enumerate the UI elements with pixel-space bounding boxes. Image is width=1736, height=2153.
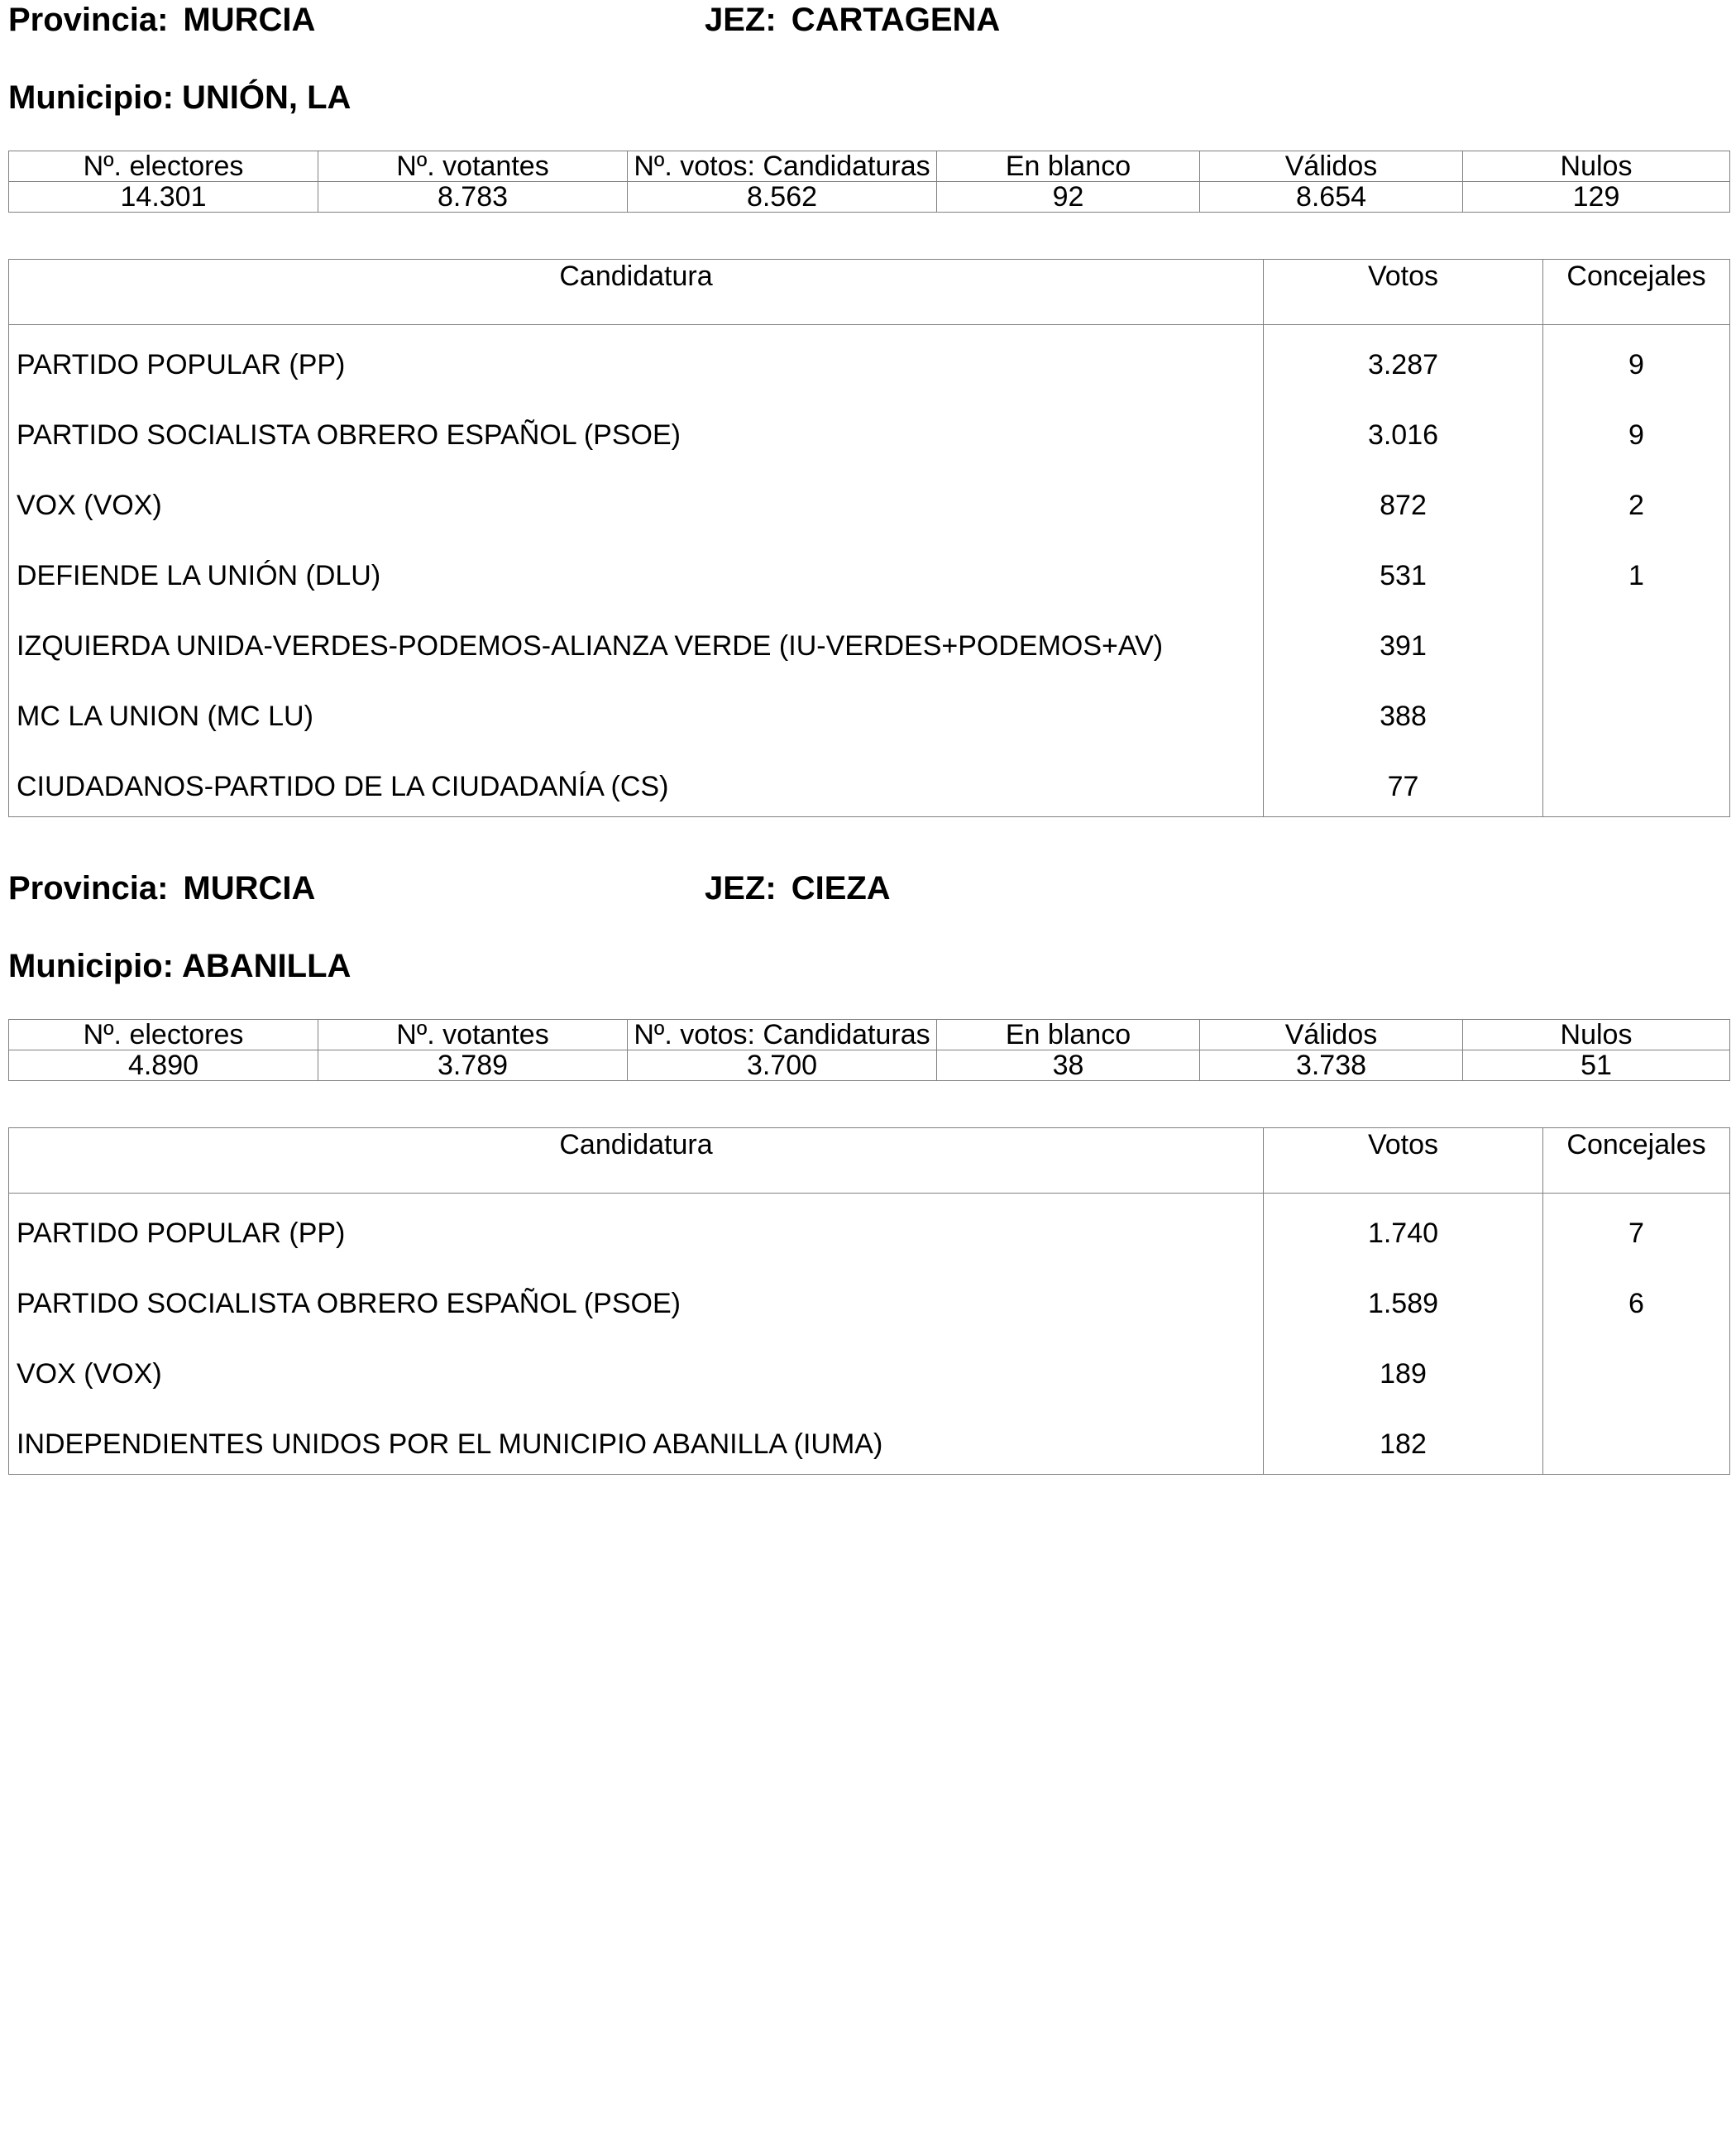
candidate-name: PARTIDO SOCIALISTA OBRERO ESPAÑOL (PSOE)	[9, 1264, 1264, 1334]
candidate-concejales: 7	[1543, 1194, 1730, 1264]
candidate-votos: 189	[1264, 1334, 1543, 1404]
table-row	[9, 1194, 1730, 1264]
candidate-concejales	[1543, 747, 1730, 817]
candidate-name: INDEPENDIENTES UNIDOS POR EL MUNICIPIO ABANILLA (IUMA)	[9, 1404, 1264, 1475]
provincia-heading: Provincia: MURCIA	[8, 870, 316, 907]
summary-value-row	[9, 1050, 1730, 1081]
table-row	[9, 325, 1730, 395]
summary-value: 14.301	[9, 182, 318, 213]
candidate-name: PARTIDO SOCIALISTA OBRERO ESPAÑOL (PSOE)	[9, 395, 1264, 466]
summary-header: Nulos	[1463, 151, 1730, 182]
candidate-votos: 182	[1264, 1404, 1543, 1475]
candidate-votos: 3.287	[1264, 325, 1543, 395]
candidate-votos: 872	[1264, 466, 1543, 536]
votos-header: Votos	[1264, 260, 1543, 325]
table-row	[9, 1264, 1730, 1334]
summary-header: Nº. votantes	[318, 151, 628, 182]
summary-header: Nº. electores	[9, 151, 318, 182]
candidate-name: PARTIDO POPULAR (PP)	[9, 325, 1264, 395]
summary-header: En blanco	[937, 1020, 1200, 1050]
candidate-concejales	[1543, 606, 1730, 677]
candidates-header-row	[9, 1128, 1730, 1194]
concejales-header: Concejales	[1543, 260, 1730, 325]
table-row	[9, 677, 1730, 747]
candidate-name: CIUDADANOS-PARTIDO DE LA CIUDADANÍA (CS)	[9, 747, 1264, 817]
candidates-table	[8, 1127, 1730, 1475]
candidate-name: IZQUIERDA UNIDA-VERDES-PODEMOS-ALIANZA VERDE (IU-VERDES+PODEMOS+AV)	[9, 606, 1264, 677]
candidate-concejales: 6	[1543, 1264, 1730, 1334]
summary-value-row	[9, 182, 1730, 213]
jez-heading: JEZ: CARTAGENA	[705, 2, 1001, 38]
candidate-name: VOX (VOX)	[9, 1334, 1264, 1404]
provincia-heading: Provincia: MURCIA	[8, 2, 316, 38]
candidate-concejales: 9	[1543, 325, 1730, 395]
summary-value: 3.789	[318, 1050, 628, 1081]
candidate-concejales	[1543, 677, 1730, 747]
candidates-header-row	[9, 260, 1730, 325]
candidate-concejales	[1543, 1404, 1730, 1475]
candidate-name: VOX (VOX)	[9, 466, 1264, 536]
table-row	[9, 1404, 1730, 1475]
candidate-votos: 391	[1264, 606, 1543, 677]
summary-header: Nulos	[1463, 1020, 1730, 1050]
candidates-table	[8, 259, 1730, 817]
summary-header-row	[9, 1020, 1730, 1050]
candidate-concejales: 1	[1543, 536, 1730, 606]
jez-heading: JEZ: CIEZA	[705, 870, 891, 907]
summary-header: Nº. votos: Candidaturas	[628, 151, 937, 182]
table-row	[9, 466, 1730, 536]
candidate-name: DEFIENDE LA UNIÓN (DLU)	[9, 536, 1264, 606]
summary-header: Válidos	[1200, 151, 1463, 182]
candidate-votos: 3.016	[1264, 395, 1543, 466]
candidate-votos: 388	[1264, 677, 1543, 747]
summary-value: 3.738	[1200, 1050, 1463, 1081]
municipio-heading: Municipio: UNIÓN, LA	[8, 79, 352, 116]
candidate-concejales	[1543, 1334, 1730, 1404]
summary-value: 4.890	[9, 1050, 318, 1081]
summary-header: Nº. votantes	[318, 1020, 628, 1050]
summary-header-row	[9, 151, 1730, 182]
summary-value: 38	[937, 1050, 1200, 1081]
candidate-name: PARTIDO POPULAR (PP)	[9, 1194, 1264, 1264]
summary-header: Válidos	[1200, 1020, 1463, 1050]
candidate-votos: 1.589	[1264, 1264, 1543, 1334]
votos-header: Votos	[1264, 1128, 1543, 1194]
table-row	[9, 395, 1730, 466]
candidate-concejales: 9	[1543, 395, 1730, 466]
summary-header: Nº. electores	[9, 1020, 318, 1050]
summary-value: 92	[937, 182, 1200, 213]
summary-table	[8, 151, 1730, 213]
summary-value: 3.700	[628, 1050, 937, 1081]
summary-value: 129	[1463, 182, 1730, 213]
municipio-heading: Municipio: ABANILLA	[8, 948, 352, 984]
table-row	[9, 747, 1730, 817]
candidatura-header: Candidatura	[9, 1128, 1264, 1194]
summary-header: Nº. votos: Candidaturas	[628, 1020, 937, 1050]
table-row	[9, 1334, 1730, 1404]
table-row	[9, 536, 1730, 606]
candidate-name: MC LA UNION (MC LU)	[9, 677, 1264, 747]
summary-value: 8.783	[318, 182, 628, 213]
summary-table	[8, 1019, 1730, 1081]
candidatura-header: Candidatura	[9, 260, 1264, 325]
table-row	[9, 606, 1730, 677]
summary-value: 51	[1463, 1050, 1730, 1081]
candidate-votos: 1.740	[1264, 1194, 1543, 1264]
candidate-votos: 531	[1264, 536, 1543, 606]
summary-value: 8.654	[1200, 182, 1463, 213]
candidate-votos: 77	[1264, 747, 1543, 817]
summary-value: 8.562	[628, 182, 937, 213]
concejales-header: Concejales	[1543, 1128, 1730, 1194]
summary-header: En blanco	[937, 151, 1200, 182]
candidate-concejales: 2	[1543, 466, 1730, 536]
